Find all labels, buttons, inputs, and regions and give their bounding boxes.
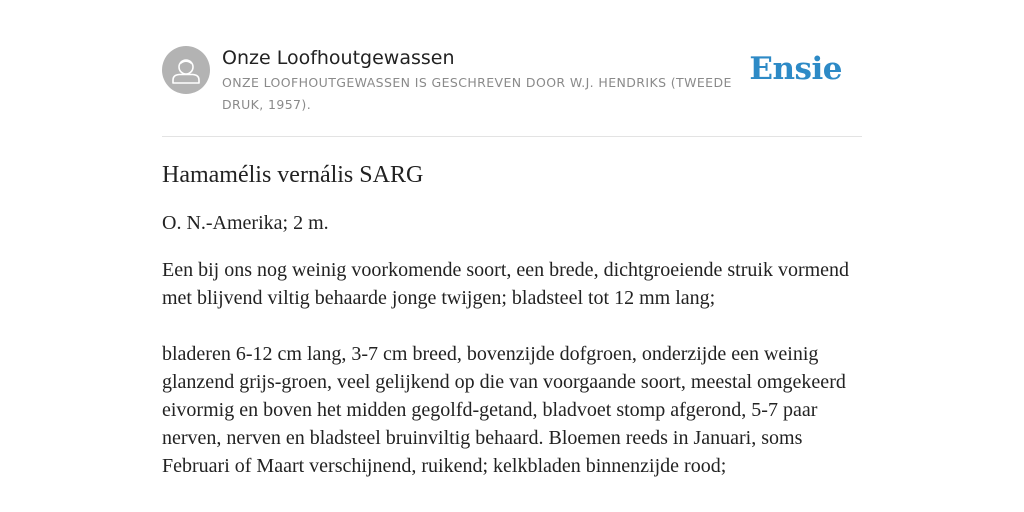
entry-paragraph: Een bij ons nog weinig voorkomende soort, een brede, dichtgroeiende struik vormend met blijvend viltig behaarde jonge twijgen; bladsteel tot 12 mm lang;	[162, 259, 850, 309]
entry-origin: O. N.-Amerika; 2 m.	[162, 212, 329, 234]
source-description: ONZE LOOFHOUTGEWASSEN IS GESCHREVEN DOOR W.J. HENDRIKS (TWEEDE DRUK, 1957).	[222, 75, 732, 112]
entry-paragraph: bladeren 6-12 cm lang, 3-7 cm breed, bovenzijde dofgroen, onderzijde een weinig glanzend grijs-groen, veel gelijkend op die van voorgaande soort, meestal omgekeerd eivormig en boven het midden gegolfd-getand, bladvoet stomp afgerond, 5-7 paar nerven, nerven en bladsteel bruinviltig behaard. Bloemen reeds in Januari, soms Februari of Maart verschijnend, ruikend; kelkbladen binnenzijde rood;	[162, 343, 846, 477]
avatar[interactable]	[162, 46, 210, 94]
user-icon	[162, 46, 210, 94]
source-header	[162, 46, 862, 137]
entry-title: Hamamélis vernális SARG	[162, 162, 424, 188]
entry-content	[162, 158, 862, 480]
ensie-logo[interactable]: Ensie	[749, 51, 842, 87]
source-title[interactable]: Onze Loofhoutgewassen	[222, 47, 455, 69]
